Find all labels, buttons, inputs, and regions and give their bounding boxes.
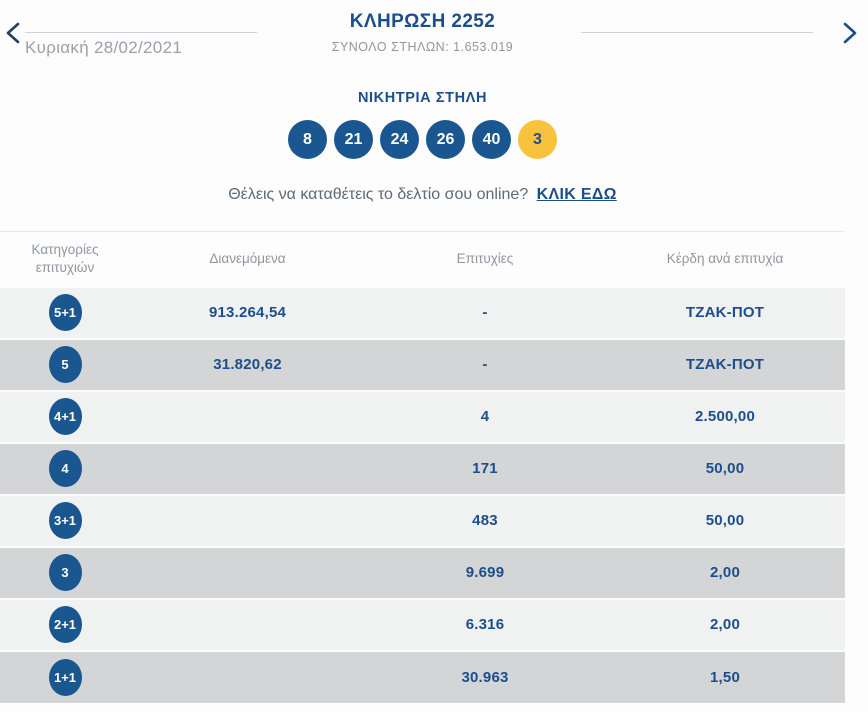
distributed-cell: [130, 547, 365, 599]
prize-table-row: [0, 599, 845, 651]
prize-cell: ΤΖΑΚ-ΠΟΤ: [605, 339, 845, 391]
winners-cell: -: [365, 339, 605, 391]
category-cell: [0, 651, 130, 703]
prize-cell: 2,00: [605, 547, 845, 599]
winning-column-section: [0, 90, 845, 159]
category-cell: [0, 495, 130, 547]
distributed-cell: [130, 599, 365, 651]
prize-table-row: [0, 547, 845, 599]
category-badge: 3: [49, 554, 82, 591]
prize-cell: 50,00: [605, 495, 845, 547]
winning-numbers: [0, 120, 845, 159]
column-header-winners: Επιτυχίες: [365, 232, 605, 287]
winners-cell: -: [365, 287, 605, 339]
winning-column-label: ΝΙΚΗΤΡΙΑ ΣΤΗΛΗ: [357, 90, 488, 106]
prize-table-row: [0, 391, 845, 443]
prize-table-row: [0, 287, 845, 339]
winners-cell: 6.316: [365, 599, 605, 651]
distributed-cell: 31.820,62: [130, 339, 365, 391]
prize-cell: ΤΖΑΚ-ΠΟΤ: [605, 287, 845, 339]
category-cell: [0, 391, 130, 443]
category-cell: [0, 443, 130, 495]
next-draw-button[interactable]: [841, 22, 859, 44]
category-badge: 2+1: [49, 606, 82, 643]
joker-number-ball: 3: [518, 120, 557, 159]
prize-cell: 2.500,00: [605, 391, 845, 443]
column-header-prize: Κέρδη ανά επιτυχία: [605, 232, 845, 287]
draw-title: ΚΛΗΡΩΣΗ 2252: [349, 11, 496, 32]
prize-cell: 2,00: [605, 599, 845, 651]
total-columns-label: ΣΥΝΟΛΟ ΣΤΗΛΩΝ: 1.653.019: [331, 40, 514, 54]
winners-cell: 171: [365, 443, 605, 495]
distributed-cell: [130, 495, 365, 547]
distributed-cell: [130, 391, 365, 443]
winners-cell: 30.963: [365, 651, 605, 703]
winning-number-ball: 8: [288, 120, 327, 159]
column-header-distributed: Διανεμόμενα: [130, 232, 365, 287]
cta-link[interactable]: ΚΛΙΚ ΕΔΩ: [536, 186, 617, 203]
category-badge: 5+1: [49, 294, 82, 331]
winning-number-ball: 40: [472, 120, 511, 159]
chevron-right-icon: [841, 32, 859, 47]
category-badge: 4: [49, 450, 82, 487]
category-badge: 1+1: [49, 659, 82, 696]
draw-date: Κυριακή 28/02/2021: [25, 38, 183, 57]
prize-table-header: [0, 232, 845, 287]
prize-table-row: [0, 651, 845, 703]
prize-cell: 1,50: [605, 651, 845, 703]
winning-number-ball: 24: [380, 120, 419, 159]
category-badge: 5: [49, 346, 82, 383]
distributed-cell: 913.264,54: [130, 287, 365, 339]
prize-table: [0, 231, 845, 703]
winning-number-ball: 21: [334, 120, 373, 159]
prize-table-row: [0, 443, 845, 495]
cta-text: Θέλεις να καταθέτεις το δελτίο σου online?: [228, 186, 529, 203]
distributed-cell: [130, 443, 365, 495]
category-cell: [0, 287, 130, 339]
online-cta: [0, 186, 845, 204]
divider-line-right: [581, 32, 813, 33]
winning-number-ball: 26: [426, 120, 465, 159]
prize-cell: 50,00: [605, 443, 845, 495]
winners-cell: 4: [365, 391, 605, 443]
winners-cell: 9.699: [365, 547, 605, 599]
column-header-categories: Κατηγορίες επιτυχιών: [0, 232, 130, 287]
category-cell: [0, 599, 130, 651]
prize-table-row: [0, 339, 845, 391]
next-draw-block: [581, 32, 813, 33]
category-badge: 3+1: [49, 502, 82, 539]
category-cell: [0, 547, 130, 599]
winners-cell: 483: [365, 495, 605, 547]
prize-table-row: [0, 495, 845, 547]
category-badge: 4+1: [49, 398, 82, 435]
distributed-cell: [130, 651, 365, 703]
category-cell: [0, 339, 130, 391]
draw-header: [0, 0, 845, 64]
